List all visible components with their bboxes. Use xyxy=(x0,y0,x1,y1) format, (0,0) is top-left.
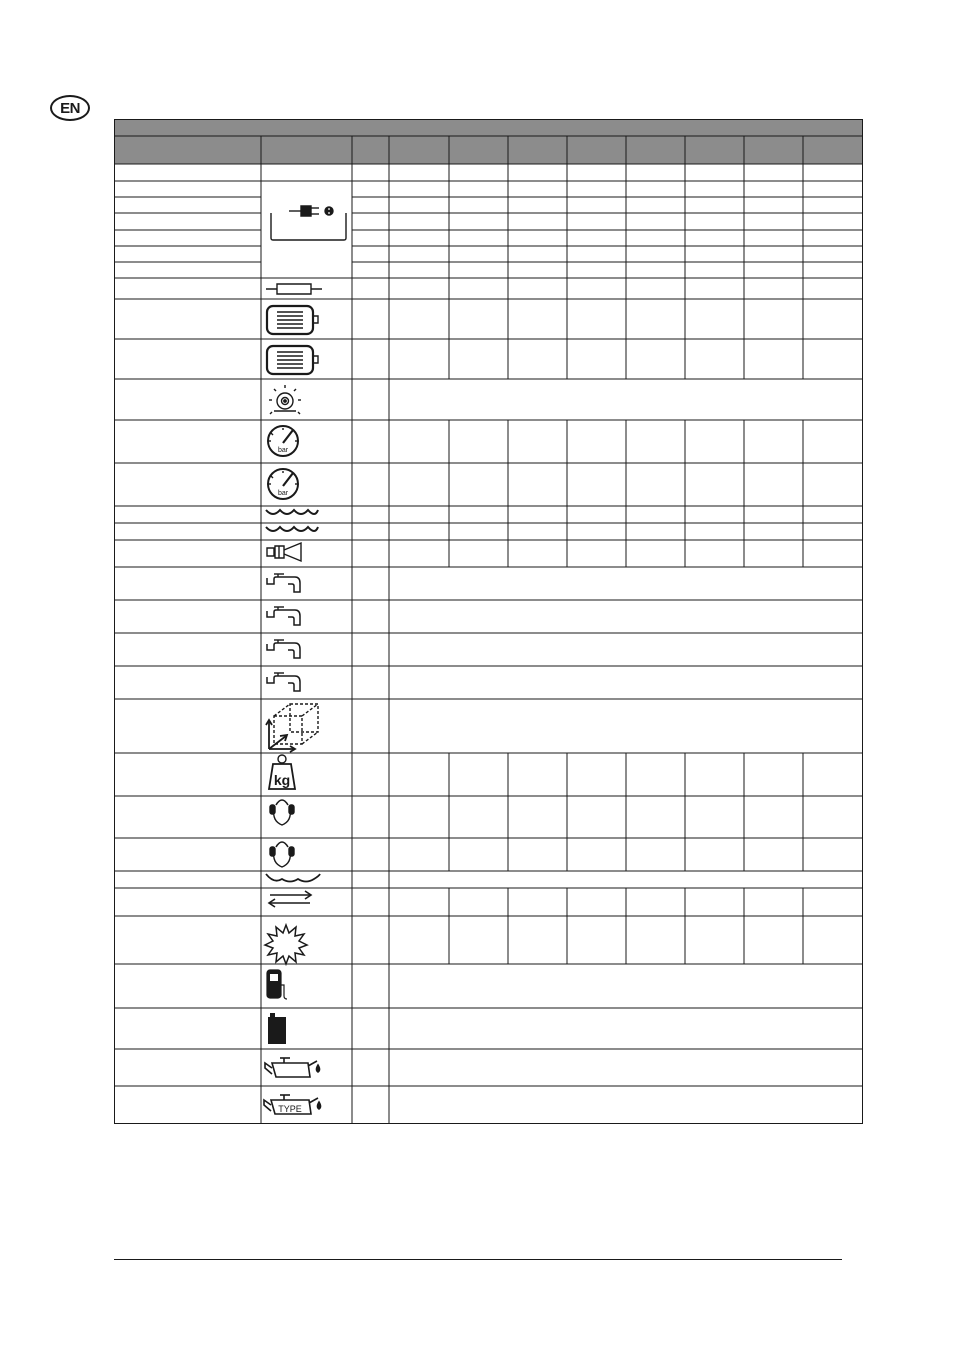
pump-vibration-icon xyxy=(269,385,301,414)
svg-text:TYPE: TYPE xyxy=(278,1104,302,1114)
table-icons xyxy=(264,206,346,1114)
burst-icon xyxy=(265,925,307,964)
water-flow-icon xyxy=(266,527,318,531)
hose-icon xyxy=(266,874,320,882)
power-plug-icon xyxy=(271,206,346,240)
table-grid xyxy=(114,120,863,1125)
table-border xyxy=(115,120,863,1124)
language-badge: EN xyxy=(50,95,90,121)
water-tap-icon xyxy=(267,640,300,658)
water-flow-icon xyxy=(266,510,318,514)
oil-can-icon xyxy=(265,1058,320,1077)
water-tap-icon xyxy=(267,607,300,625)
footer-rule xyxy=(114,1259,842,1260)
ear-protection-icon xyxy=(270,842,294,867)
motor-icon xyxy=(267,346,318,374)
water-tap-icon xyxy=(267,574,300,592)
fuel-tank-icon xyxy=(267,970,287,999)
svg-text:kg: kg xyxy=(273,772,291,788)
motor-icon xyxy=(267,306,318,334)
bidirectional-arrows-icon xyxy=(269,891,311,907)
technical-data-table xyxy=(114,119,863,1124)
water-tap-icon xyxy=(267,673,300,691)
detergent-canister-icon xyxy=(268,1013,286,1044)
nozzle-icon xyxy=(267,543,301,561)
dimensions-box-icon xyxy=(266,704,318,752)
oil-type-icon xyxy=(264,1095,321,1114)
fuse-icon xyxy=(266,284,322,294)
svg-text:bar: bar xyxy=(277,447,289,454)
table-header xyxy=(114,119,863,164)
pressure-gauge-bar-icon xyxy=(268,469,298,499)
ear-protection-icon xyxy=(270,800,294,825)
weight-kg-icon xyxy=(269,755,295,789)
pressure-gauge-bar-icon xyxy=(268,426,298,456)
svg-text:bar: bar xyxy=(277,490,289,497)
